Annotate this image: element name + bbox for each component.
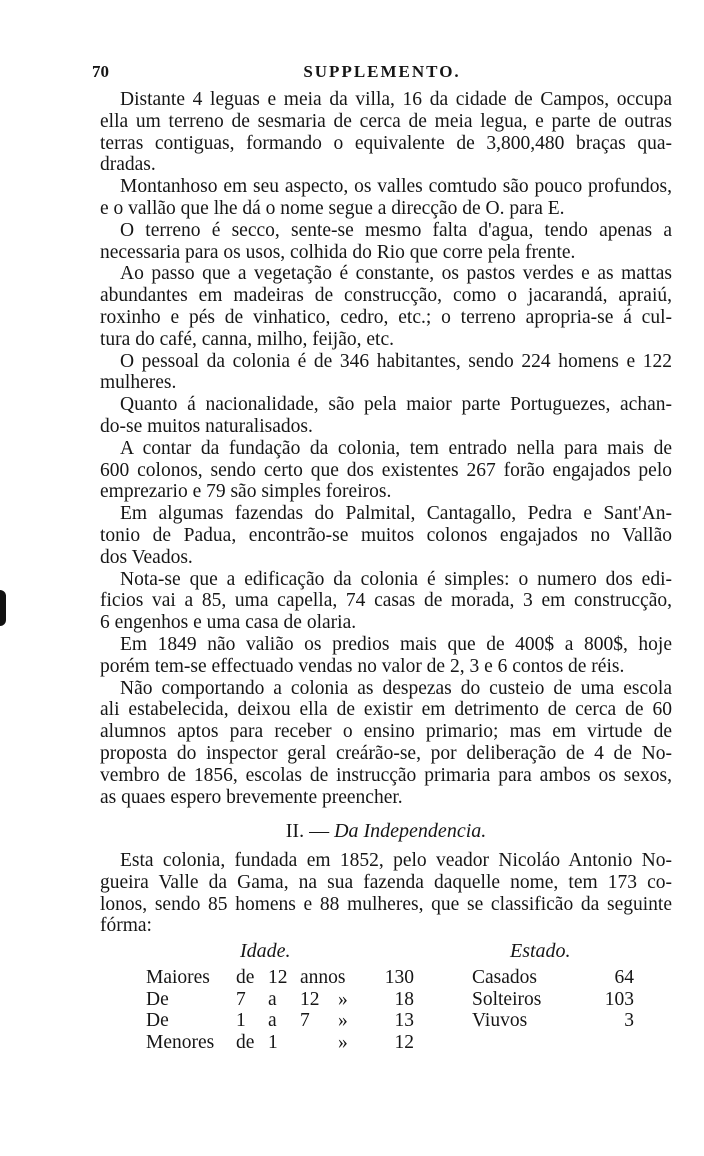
idade-cell-b: de	[236, 1031, 255, 1053]
text-line: gueira Valle da Gama, na sua fazenda daquelle nome, tem 173 co-	[100, 871, 672, 893]
text-line: Quanto á nacionalidade, são pela maior parte Portuguezes, achan-	[120, 394, 672, 416]
text-line: proposta do inspector geral creárão-se, por deliberação de 4 de No-	[100, 742, 672, 764]
idade-row	[0, 1032, 704, 1054]
paragraph	[100, 634, 672, 678]
section-heading	[100, 820, 672, 843]
text-line: 600 colonos, sendo certo que dos existentes 267 forão engajados pelo	[100, 459, 672, 481]
section-number: II. —	[285, 820, 330, 842]
text-line: do-se muitos naturalisados.	[100, 415, 313, 437]
paragraph	[100, 263, 672, 350]
paragraph	[100, 503, 672, 568]
text-line: Em algumas fazendas do Palmital, Cantagallo, Pedra e Sant'An-	[120, 503, 672, 525]
idade-count: 18	[394, 988, 414, 1010]
idade-cell-b: 1	[236, 1010, 246, 1031]
idade-cell-c: a	[268, 988, 277, 1010]
text-line: alumnos aptos para receber o ensino primario; mas em virtude de	[100, 721, 672, 743]
text-line: tura do café, canna, milho, feijão, etc.	[100, 328, 394, 350]
estado-row	[0, 967, 704, 989]
paragraph	[100, 176, 672, 220]
text-line: Não comportando a colonia as despezas do custeio de uma escola	[120, 677, 672, 699]
idade-cell-c: 1	[268, 1031, 278, 1053]
text-line: Em 1849 não valião os predios mais que de 400$ a 800$, hoje	[120, 633, 672, 655]
idade-cell-a: Maiores	[146, 967, 210, 988]
body-text	[100, 89, 672, 808]
text-line: abundantes em madeiras de construcção, como o jacarandá, apraiú,	[100, 285, 672, 307]
text-line: necessaria para os usos, colhida do Rio que corre pela frente.	[100, 241, 576, 263]
estado-count: 103	[604, 988, 634, 1010]
text-line: vembro de 1856, escolas de instrucção primaria para ambos os sexos,	[100, 764, 672, 786]
paragraph	[100, 394, 672, 438]
idade-cell-e: »	[338, 988, 348, 1010]
idade-count: 12	[394, 1031, 414, 1053]
text-line: terras contiguas, formando o equivalente de 3,800,480 braças qua-	[100, 132, 672, 154]
paragraph	[100, 850, 672, 937]
text-line: dos Veados.	[100, 546, 193, 568]
text-line: e o vallão que lhe dá o nome segue a direcção de O. para E.	[100, 197, 565, 219]
idade-count: 13	[394, 1010, 414, 1031]
page-header	[92, 62, 672, 86]
section-title: Da Independencia.	[334, 820, 487, 842]
text-line: ali estabelecida, deixou ella de existir em detrimento de cerca de 60	[100, 699, 672, 721]
text-line: O terreno é secco, sente-se mesmo falta d'agua, tendo apenas a	[120, 219, 672, 241]
text-line: O pessoal da colonia é de 346 habitantes, sendo 224 homens e 122	[120, 350, 672, 372]
paragraph	[100, 438, 672, 503]
text-line: tonio de Padua, encontrão-se muitos colonos engajados no Vallão	[100, 524, 672, 546]
text-line: roxinho e pés de vinhatico, cedro, etc.; o terreno apropria-se á cul-	[100, 306, 672, 328]
text-line: Montanhoso em seu aspecto, os valles comtudo são pouco profundos,	[120, 176, 672, 198]
idade-cell-d2: 12	[300, 988, 320, 1010]
idade-cell-b: de	[236, 967, 255, 988]
text-line: Distante 4 leguas e meia da villa, 16 da cidade de Campos, occupa	[120, 89, 672, 110]
idade-cell-a: De	[146, 1010, 169, 1031]
paragraph	[100, 351, 672, 395]
paragraph	[100, 678, 672, 809]
estado-count: 64	[614, 967, 634, 988]
idade-cell-e: »	[338, 1031, 348, 1053]
paragraph	[100, 569, 672, 634]
idade-cell-e: »	[338, 1010, 348, 1031]
text-line: Ao passo que a vegetação é constante, os pastos verdes e as mattas	[120, 263, 672, 285]
idade-cell-c: a	[268, 1010, 277, 1031]
idade-cell-d: annos	[300, 967, 346, 988]
text-line: lonos, sendo 85 homens e 88 mulheres, que se classificão da seguinte	[100, 893, 672, 915]
estado-label: Casados	[472, 967, 537, 988]
text-line: dradas.	[100, 154, 156, 176]
text-line: Esta colonia, fundada em 1852, pelo veador Nicoláo Antonio No-	[120, 850, 672, 871]
idade-cell-a: Menores	[146, 1031, 215, 1053]
idade-cell-a: De	[146, 988, 169, 1010]
estado-row	[0, 1010, 704, 1032]
text-line: mulheres.	[100, 372, 177, 394]
paragraph	[100, 89, 672, 176]
text-line: Nota-se que a edificação da colonia é simples: o numero dos edi-	[120, 568, 672, 590]
estado-row	[0, 989, 704, 1011]
running-head: SUPPLEMENTO.	[303, 62, 461, 81]
text-line: 6 engenhos e uma casa de olaria.	[100, 612, 357, 634]
section-body-text	[100, 850, 672, 937]
estado-count: 3	[624, 1010, 634, 1031]
text-line: A contar da fundação da colonia, tem entrado nella para mais de	[120, 437, 672, 459]
paragraph	[100, 220, 672, 264]
idade-cell-b: 7	[236, 988, 246, 1010]
idade-cell-d2: 7	[300, 1010, 310, 1031]
text-line: emprezario e 79 são simples foreiros.	[100, 481, 392, 503]
text-line: ficios vai a 85, uma capella, 74 casas de morada, 3 em construcção,	[100, 590, 672, 612]
idade-cell-c: 12	[268, 967, 288, 988]
estado-title: Estado.	[510, 940, 571, 962]
idade-title: Idade.	[240, 940, 291, 962]
estado-label: Solteiros	[472, 988, 542, 1010]
estado-label: Viuvos	[472, 1010, 528, 1031]
text-line: fórma:	[100, 915, 152, 937]
scan-binding-mark	[0, 590, 6, 626]
text-line: ella um terreno de sesmaria de cerca de meia legua, e parte de outras	[100, 110, 672, 132]
idade-count: 130	[384, 967, 414, 988]
text-line: porém tem-se effectuado vendas no valor de 2, 3 e 6 contos de réis.	[100, 655, 625, 677]
text-line: as quaes espero brevemente preencher.	[100, 786, 403, 808]
page-number: 70	[92, 62, 109, 81]
